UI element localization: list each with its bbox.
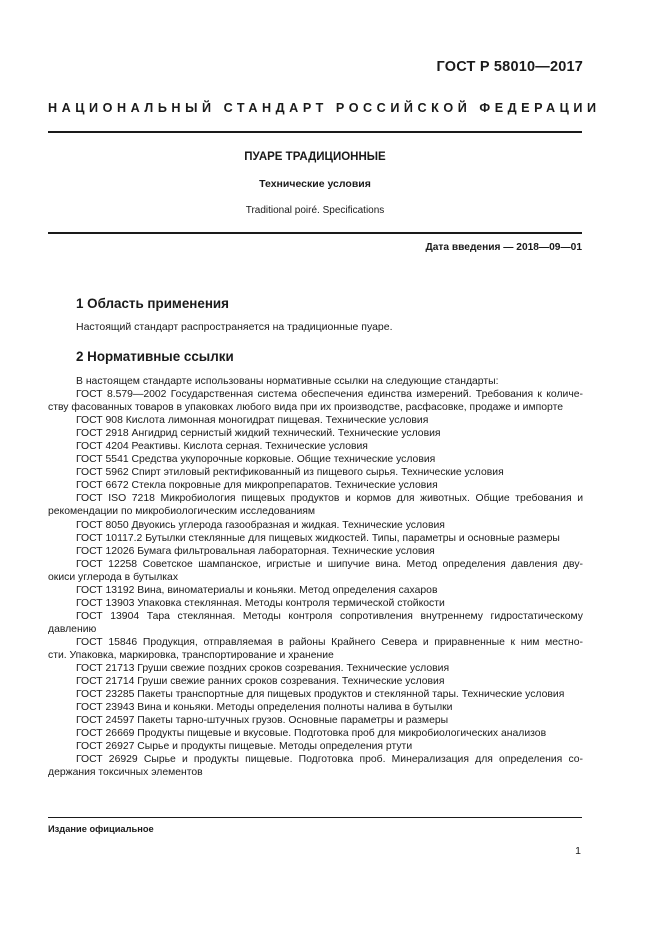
reference-line: ГОСТ 12026 Бумага фильтровальная лабораторная. Технические условия [76, 545, 435, 557]
reference-line: ГОСТ 15846 Продукция, отправляемая в районы Крайнего Севера и приравненные к ним местно- [76, 636, 583, 648]
reference-line: давлению [48, 623, 97, 635]
intro-date: Дата введения — 2018—09—01 [425, 242, 582, 253]
document-subtitle: Технические условия [259, 178, 371, 190]
reference-line: ГОСТ 4204 Реактивы. Кислота серная. Технические условия [76, 441, 368, 453]
reference-line: ГОСТ 21713 Груши свежие поздних сроков созревания. Технические условия [76, 663, 450, 675]
section-1-text: Настоящий стандарт распространяется на традиционные пуаре. [76, 321, 393, 333]
document-title: ПУАРЕ ТРАДИЦИОННЫЕ [244, 151, 386, 163]
reference-line: рекомендации по микробиологическим исследованиям [48, 506, 316, 518]
reference-line: В настоящем стандарте использованы нормативные ссылки на следующие стандарты: [76, 376, 499, 387]
reference-line: ГОСТ 21714 Груши свежие ранних сроков созревания. Технические условия [76, 676, 445, 688]
reference-line: ГОСТ 26669 Продукты пищевые и вкусовые. Подготовка проб для микробиологических анализов [76, 728, 547, 740]
english-title: Traditional poiré. Specifications [245, 205, 385, 216]
reference-line: ГОСТ 13192 Вина, виноматериалы и коньяки. Метод определения сахаров [76, 584, 438, 596]
reference-line: ГОСТ 23285 Пакеты транспортные для пищевых продуктов и стеклянной тары. Технические условия [76, 689, 565, 701]
reference-line: ГОСТ 12258 Советское шампанское, игристые и шипучие вина. Метод определения давления дву- [76, 558, 583, 570]
reference-line: ству фасованных товаров в упаковках любого вида при их производстве, расфасовке, продаже и импорте [48, 402, 563, 414]
reference-line: держания токсичных элементов [48, 767, 203, 779]
title-divider [48, 232, 582, 234]
edition-label: Издание официальное [48, 824, 154, 834]
reference-line: ГОСТ ISO 7218 Микробиология пищевых продуктов и кормов для животных. Общие требования и [76, 493, 583, 505]
top-divider [48, 131, 582, 133]
reference-line: ГОСТ 8050 Двуокись углерода газообразная и жидкая. Технические условия [76, 519, 445, 531]
footer-divider [48, 817, 582, 818]
reference-line: ГОСТ 5541 Средства укупорочные корковые. Общие технические условия [76, 454, 436, 466]
section-1-heading: 1 Область применения [76, 296, 229, 311]
standard-number: ГОСТ Р 58010—2017 [436, 59, 583, 75]
reference-line: ГОСТ 26929 Сырье и продукты пищевые. Подготовка проб. Минерализация для определения со- [76, 754, 583, 766]
page-number: 1 [575, 845, 581, 857]
section-2-heading: 2 Нормативные ссылки [76, 349, 234, 364]
reference-line: ГОСТ 24597 Пакеты тарно-штучных грузов. Основные параметры и размеры [76, 715, 449, 727]
reference-line: ГОСТ 2918 Ангидрид сернистый жидкий технический. Технические условия [76, 428, 441, 440]
reference-line: ГОСТ 23943 Вина и коньяки. Методы определения полноты налива в бутылки [76, 702, 453, 714]
reference-line: ГОСТ 5962 Спирт этиловый ректификованный из пищевого сырья. Технические условия [76, 467, 504, 479]
normative-references [48, 375, 583, 779]
national-standard-banner: НАЦИОНАЛЬНЫЙ СТАНДАРТ РОССИЙСКОЙ ФЕДЕРАЦИИ [48, 101, 601, 115]
reference-line: ГОСТ 908 Кислота лимонная моногидрат пищевая. Технические условия [76, 415, 429, 427]
reference-line: ГОСТ 6672 Стекла покровные для микропрепаратов. Технические условия [76, 480, 438, 492]
reference-line: ГОСТ 26927 Сырье и продукты пищевые. Методы определения ртути [76, 741, 413, 753]
reference-line: ГОСТ 8.579—2002 Государственная система обеспечения единства измерений. Требования к количе- [76, 389, 583, 401]
reference-line: ГОСТ 13903 Упаковка стеклянная. Методы контроля термической стойкости [76, 597, 445, 609]
reference-line: окиси углерода в бутылках [48, 571, 179, 583]
reference-line: ГОСТ 13904 Тара стеклянная. Методы контроля сопротивления внутреннему гидростатическому [76, 610, 583, 622]
reference-line: сти. Упаковка, маркировка, транспортирование и хранение [48, 649, 334, 661]
reference-line: ГОСТ 10117.2 Бутылки стеклянные для пищевых жидкостей. Типы, параметры и основные размеры [76, 532, 560, 544]
